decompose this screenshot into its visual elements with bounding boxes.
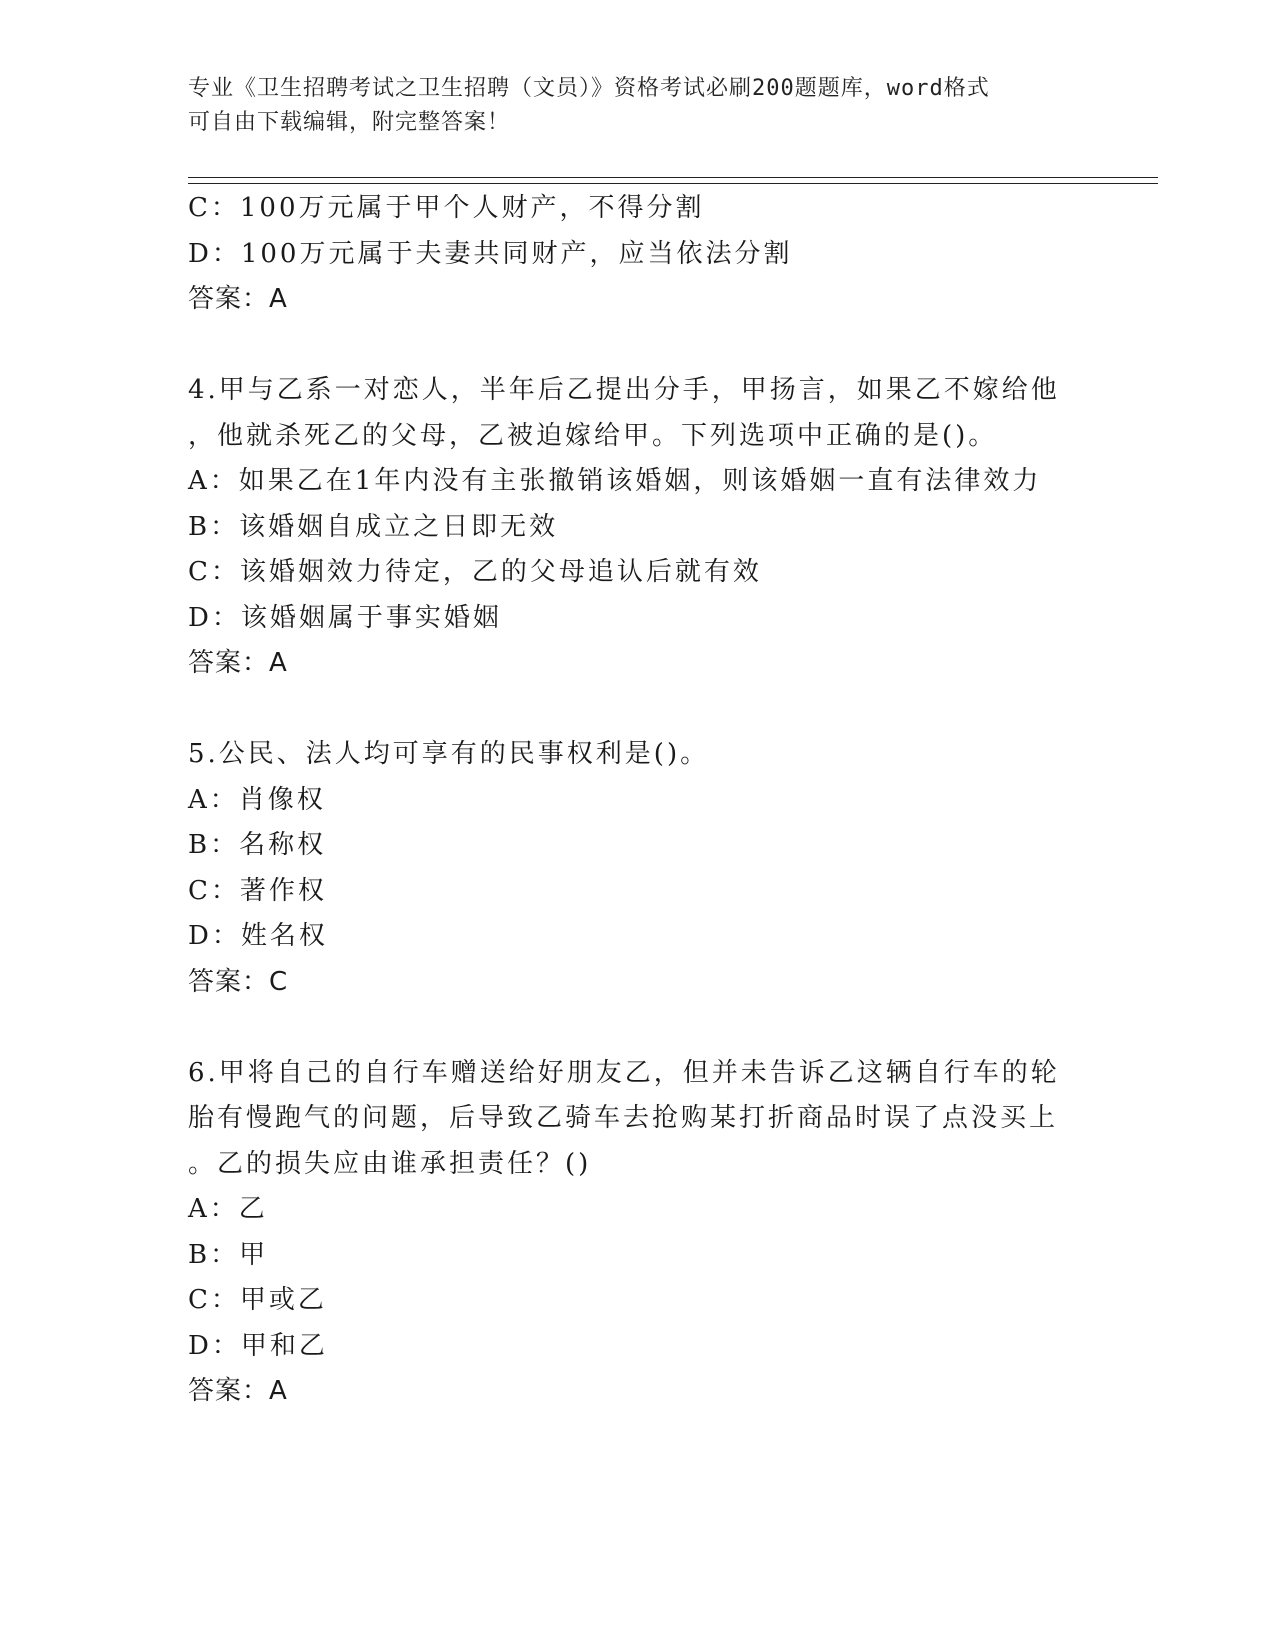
option-c: C：100万元属于甲个人财产，不得分割: [188, 193, 705, 223]
spacer: [188, 1005, 1088, 1051]
header-line-1: 专业《卫生招聘考试之卫生招聘（文员）》资格考试必刷200题题库，word格式: [188, 76, 990, 101]
option-c: C：该婚姻效力待定，乙的父母追认后就有效: [188, 557, 762, 587]
option-d: D：该婚姻属于事实婚姻: [188, 602, 502, 633]
question-4: [188, 368, 1088, 687]
question-stem: 6.甲将自己的自行车赠送给好朋友乙，但并未告诉乙这辆自行车的轮: [188, 1057, 1060, 1088]
header-divider-top: [188, 177, 1158, 178]
option-d: D：100万元属于夫妻共同财产，应当依法分割: [188, 238, 793, 269]
question-list: [188, 186, 1088, 1415]
option-c: C：甲或乙: [188, 1285, 327, 1315]
question-stem-continued: ，他就杀死乙的父母，乙被迫嫁给甲。下列选项中正确的是()。: [188, 420, 998, 451]
header-line-2: 可自由下载编辑，附完整答案！: [188, 110, 511, 135]
question-5: [188, 732, 1088, 1005]
answer-line: 答案：A: [188, 284, 288, 314]
question-3-continued: [188, 186, 1088, 323]
option-b: B：甲: [188, 1239, 269, 1270]
question-stem: 4.甲与乙系一对恋人，半年后乙提出分手，甲扬言，如果乙不嫁给他: [188, 375, 1060, 405]
option-a: A：乙: [188, 1194, 268, 1224]
option-b: B：名称权: [188, 830, 327, 860]
option-a: A：肖像权: [188, 784, 326, 815]
option-a: A：如果乙在1年内没有主张撤销该婚姻，则该婚姻一直有法律效力: [188, 466, 1042, 496]
answer-line: 答案：C: [188, 966, 289, 997]
spacer: [188, 687, 1088, 733]
option-d: D：甲和乙: [188, 1330, 328, 1361]
option-d: D：姓名权: [188, 921, 328, 951]
option-b: B：该婚姻自成立之日即无效: [188, 511, 559, 542]
document-header: [188, 72, 1068, 140]
question-6: [188, 1051, 1088, 1415]
option-c: C：著作权: [188, 875, 327, 906]
question-stem: 5.公民、法人均可享有的民事权利是()。: [188, 739, 710, 769]
answer-line: 答案：A: [188, 648, 288, 678]
question-stem-continued: 胎有慢跑气的问题，后导致乙骑车去抢购某打折商品时误了点没买上: [188, 1103, 1059, 1133]
answer-line: 答案：A: [188, 1376, 288, 1406]
spacer: [188, 323, 1088, 369]
question-stem-continued: 。乙的损失应由谁承担责任？(): [188, 1148, 592, 1179]
header-divider-bottom: [188, 183, 1158, 184]
